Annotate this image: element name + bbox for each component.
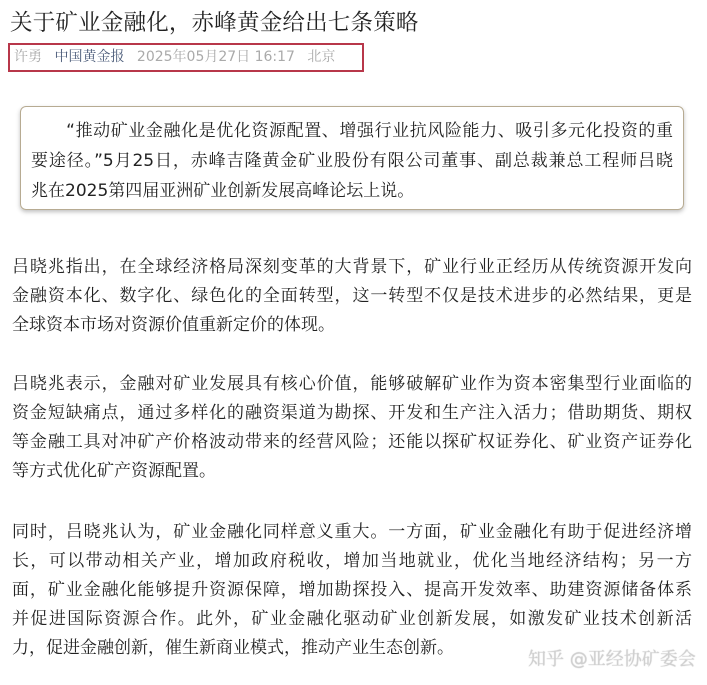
text-line: 同时，吕晓兆认为，矿业金融化同样意义重大。一方面，矿业金融化有助于促进经济增 [12,522,692,542]
text-line: 力，促进金融创新，催生新商业模式，推动产业生态创新。 [12,638,454,658]
source-link[interactable]: 中国黄金报 [54,49,125,65]
publish-datetime: 2025年05月27日 16:17 [136,49,295,65]
paragraph-1 [12,253,692,340]
quote-line: 要途径。”5月25日，赤峰吉隆黄金矿业股份有限公司董事、副总裁兼总工程师吕晓 [31,151,673,171]
text-line: 资金短缺痛点，通过多样化的融资渠道为勘探、开发和生产注入活力；借助期货、期权 [12,403,692,423]
quote-line: 兆在2025第四届亚洲矿业创新发展高峰论坛上说。 [31,181,415,201]
paragraph-3 [12,518,692,663]
article-title: 关于矿业金融化，赤峰黄金给出七条策略 [10,10,419,36]
text-line: 吕晓兆指出，在全球经济格局深刻变革的大背景下，矿业行业正经历从传统资源开发向 [12,257,692,277]
text-line: 金融资本化、数字化、绿色化的全面转型，这一转型不仅是技术进步的必然结果，更是 [12,286,692,306]
quote-line: “推动矿业金融化是优化资源配置、增强行业抗风险能力、吸引多元化投资的重 [31,121,673,141]
text-line: 吕晓兆表示，金融对矿业发展具有核心价值，能够破解矿业作为资本密集型行业面临的 [12,374,692,394]
text-line: 面，矿业金融化能够提升资源保障，增加勘探投入、提高开发效率、助建资源储备体系 [12,580,692,600]
text-line: 长，可以带动相关产业，增加政府税收，增加当地就业，优化当地经济结构；另一方 [12,551,692,571]
text-line: 等方式优化矿产资源配置。 [12,461,216,481]
watermark: 知乎 @亚经协矿委会 [528,649,696,670]
lead-quote-box [20,106,684,210]
location: 北京 [307,49,336,65]
article-meta [8,43,364,72]
author[interactable]: 许勇 [14,49,42,65]
text-line: 全球资本市场对资源价值重新定价的体现。 [12,315,335,335]
paragraph-2 [12,370,692,486]
text-line: 等金融工具对冲矿产价格波动带来的经营风险；还能以探矿权证券化、矿业资产证券化 [12,432,692,452]
text-line: 并促进国际资源合作。此外，矿业金融化驱动矿业创新发展，如激发矿业技术创新活 [12,609,692,629]
